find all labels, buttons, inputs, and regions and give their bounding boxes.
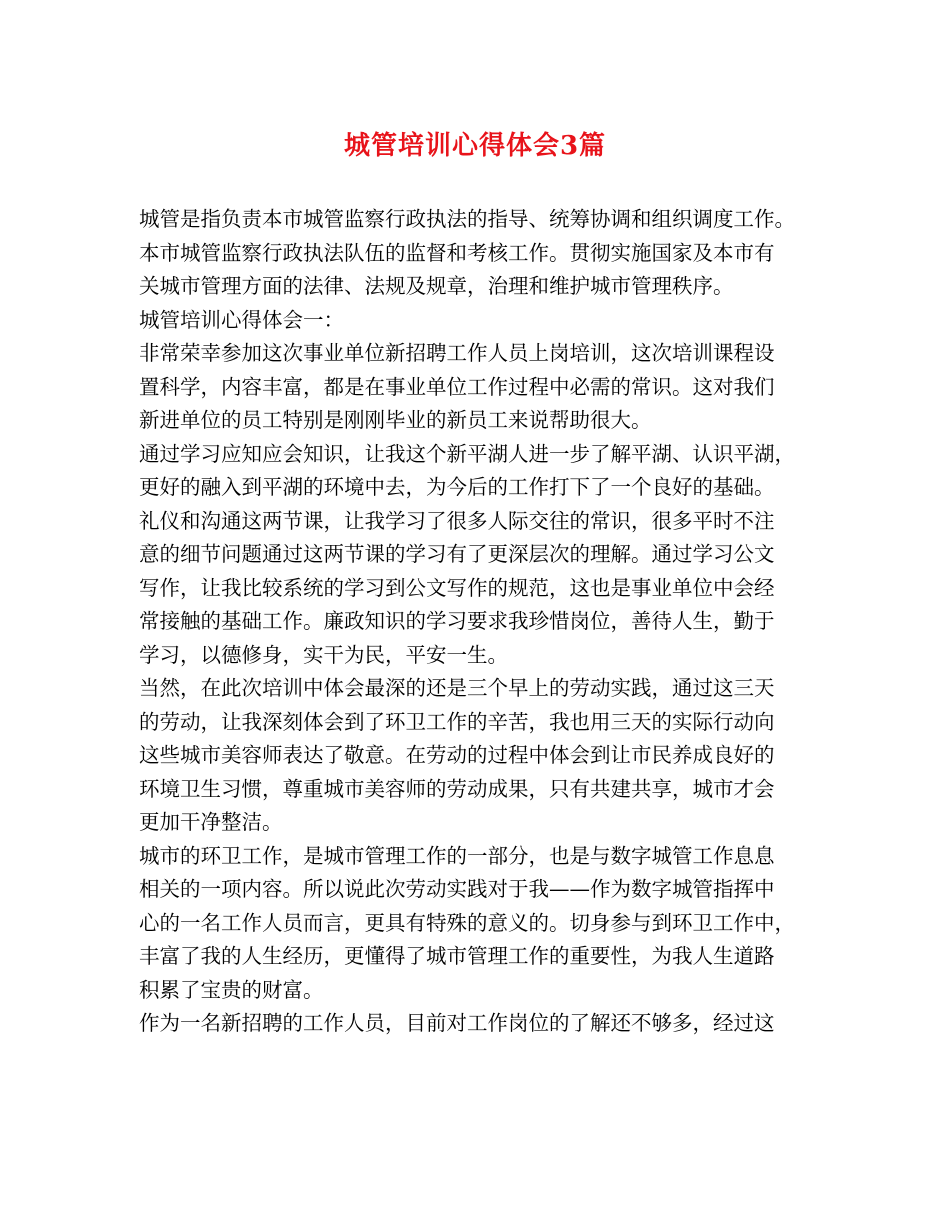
document-body bbox=[139, 203, 839, 1041]
body-line: 写作，让我比较系统的学习到公文写作的规范，这也是事业单位中会经 bbox=[139, 575, 775, 600]
body-line: 城管是指负责本市城管监察行政执法的指导、统筹协调和组织调度工作。 bbox=[139, 207, 795, 231]
body-line: 作为一名新招聘的工作人员，目前对工作岗位的了解还不够多，经过这 bbox=[139, 1011, 775, 1035]
body-line: 非常荣幸参加这次事业单位新招聘工作人员上岗培训，这次培训课程设 bbox=[139, 341, 775, 365]
body-line: 礼仪和沟通这两节课，让我学习了很多人际交往的常识，很多平时不注 bbox=[139, 508, 775, 533]
body-line: 学习，以德修身，实干为民，平安一生。 bbox=[139, 642, 508, 667]
body-line: 意的细节问题通过这两节课的学习有了更深层次的理解。通过学习公文 bbox=[139, 542, 775, 566]
body-line: 的劳动，让我深刻体会到了环卫工作的辛苦，我也用三天的实际行动向 bbox=[139, 709, 775, 734]
body-line: 关城市管理方面的法律、法规及规章，治理和维护城市管理秩序。 bbox=[139, 274, 734, 298]
body-line: 常接触的基础工作。廉政知识的学习要求我珍惜岗位，善待人生，勤于 bbox=[139, 609, 775, 633]
body-line: 更好的融入到平湖的环境中去，为今后的工作打下了一个良好的基础。 bbox=[139, 475, 775, 499]
body-line: 相关的一项内容。所以说此次劳动实践对于我——作为数字城管指挥中 bbox=[139, 877, 775, 901]
body-line: 城市的环卫工作，是城市管理工作的一部分，也是与数字城管工作息息 bbox=[139, 843, 775, 868]
document-title: 城管培训心得体会3篇 bbox=[343, 131, 607, 161]
section-heading: 城管培训心得体会一： bbox=[139, 307, 344, 332]
body-line: 当然，在此次培训中体会最深的还是三个早上的劳动实践，通过这三天 bbox=[139, 676, 775, 700]
body-line: 丰富了我的人生经历，更懂得了城市管理工作的重要性，为我人生道路 bbox=[139, 944, 775, 968]
body-line: 新进单位的员工特别是刚刚毕业的新员工来说帮助很大。 bbox=[139, 408, 652, 432]
body-line: 置科学，内容丰富，都是在事业单位工作过程中必需的常识。这对我们 bbox=[139, 374, 775, 399]
body-line: 积累了宝贵的财富。 bbox=[139, 977, 324, 1002]
body-line: 更加干净整洁。 bbox=[139, 810, 283, 834]
body-line: 环境卫生习惯，尊重城市美容师的劳动成果，只有共建共享，城市才会 bbox=[139, 776, 775, 801]
body-line: 这些城市美容师表达了敬意。在劳动的过程中体会到让市民养成良好的 bbox=[139, 743, 775, 767]
body-line: 本市城管监察行政执法队伍的监督和考核工作。贯彻实施国家及本市有 bbox=[139, 240, 775, 265]
body-line: 通过学习应知应会知识，让我这个新平湖人进一步了解平湖、认识平湖， bbox=[139, 441, 795, 466]
body-line: 心的一名工作人员而言，更具有特殊的意义的。切身参与到环卫工作中， bbox=[139, 910, 795, 935]
